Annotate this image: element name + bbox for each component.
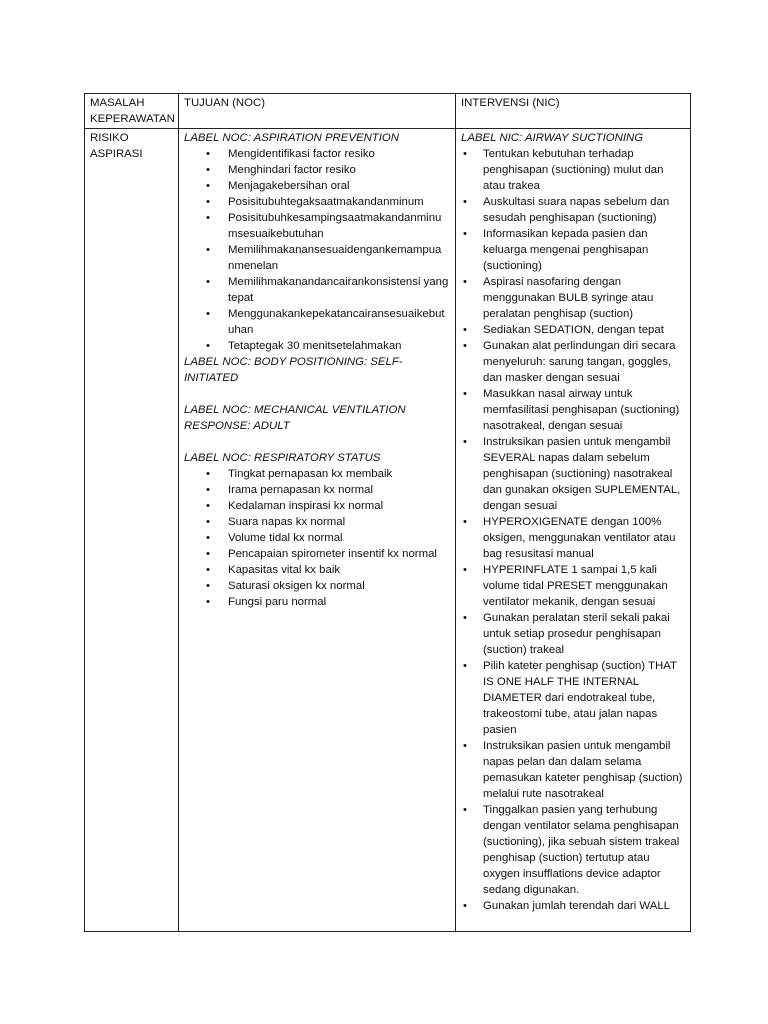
noc-mechanical-ventilation-label: LABEL NOC: MECHANICAL VENTILATION RESPONSE: ADULT xyxy=(184,404,406,432)
goal-item: • Fungsi paru normal xyxy=(184,594,451,610)
intervention-item: • Tinggalkan pasien yang terhubung dengan ventilator selama penghisapan (suctioning), jika sebuah sistem trakeal penghisap (suction) tertutup atau oxygen insufflations device adaptor sedang digunakan. xyxy=(461,802,686,898)
noc-respiratory-label: LABEL NOC: RESPIRATORY STATUS xyxy=(184,452,381,464)
intervention-item: • Masukkan nasal airway untuk memfasilitasi penghisapan (suctioning) nasotrakeal, dengan sesuai xyxy=(461,386,686,434)
goal-item: • Volume tidal kx normal xyxy=(184,530,451,546)
masalah-cell: RISIKO ASPIRASI xyxy=(85,129,179,932)
nic-airway-suctioning-label: LABEL NIC: AIRWAY SUCTIONING xyxy=(461,132,644,144)
nursing-care-plan-table xyxy=(84,93,691,932)
intervention-item: • Gunakan jumlah terendah dari WALL xyxy=(461,898,686,914)
intervention-item: • HYPEROXIGENATE dengan 100% oksigen, menggunakan ventilator atau bag resusitasi manual xyxy=(461,514,686,562)
nic-cell xyxy=(456,129,691,932)
intervention-item: • Sediakan SEDATION, dengan tepat xyxy=(461,322,686,338)
goal-item: • Tetaptegak 30 menitsetelahmakan xyxy=(184,338,451,354)
noc-aspiration-label: LABEL NOC: ASPIRATION PREVENTION xyxy=(184,132,399,144)
intervention-list xyxy=(461,146,686,914)
table-body-row xyxy=(85,129,691,932)
intervention-item: • Auskultasi suara napas sebelum dan sesudah penghisapan (suctioning) xyxy=(461,194,686,226)
respiratory-goal-list xyxy=(184,466,451,610)
table-header-row xyxy=(85,94,691,129)
goal-item: • Menggunakankepekatancairansesuaikebut uhan xyxy=(184,306,451,338)
spacer xyxy=(184,386,451,402)
goal-item: • Suara napas kx normal xyxy=(184,514,451,530)
intervention-item: • Gunakan alat perlindungan diri secara menyeluruh: sarung tangan, goggles, dan masker dengan sesuai xyxy=(461,338,686,386)
intervention-item: • Informasikan kepada pasien dan keluarga mengenai penghisapan (suctioning) xyxy=(461,226,686,274)
goal-item: • Kedalaman inspirasi kx normal xyxy=(184,498,451,514)
intervention-item: • Pilih kateter penghisap (suction) THAT IS ONE HALF THE INTERNAL DIAMETER dari endotrakeal tube, trakeostomi tube, atau jalan napas pasien xyxy=(461,658,686,738)
goal-item: • Mengidentifikasi factor resiko xyxy=(184,146,451,162)
goal-item: • Memilihmakanansesuaidengankemampua nmenelan xyxy=(184,242,451,274)
header-tujuan: TUJUAN (NOC) xyxy=(179,94,456,129)
intervention-item: • Instruksikan pasien untuk mengambil napas pelan dan dalam selama pemasukan kateter penghisap (suction) melalui rute nasotrakeal xyxy=(461,738,686,802)
goal-item: • Menjagakebersihan oral xyxy=(184,178,451,194)
intervention-item: • Aspirasi nasofaring dengan menggunakan BULB syringe atau peralatan penghisap (suction) xyxy=(461,274,686,322)
intervention-item: • Instruksikan pasien untuk mengambil SEVERAL napas dalam sebelum penghisapan (suctioning) nasotrakeal dan gunakan oksigen SUPLEMENTAL, dengan sesuai xyxy=(461,434,686,514)
intervention-item: • HYPERINFLATE 1 sampai 1,5 kali volume tidal PRESET menggunakan ventilator mekanik, dengan sesuai xyxy=(461,562,686,610)
aspiration-goal-list xyxy=(184,146,451,354)
goal-item: • Irama pernapasan kx normal xyxy=(184,482,451,498)
header-masalah: MASALAH KEPERAWATAN xyxy=(85,94,179,129)
noc-body-positioning-label: LABEL NOC: BODY POSITIONING: SELF-INITIATED xyxy=(184,356,403,384)
goal-item: • Posisitubuhkesampingsaatmakandanminu msesuaikebutuhan xyxy=(184,210,451,242)
goal-item: • Pencapaian spirometer insentif kx normal xyxy=(184,546,451,562)
header-intervensi: INTERVENSI (NIC) xyxy=(456,94,691,129)
goal-item: • Menghindari factor resiko xyxy=(184,162,451,178)
goal-item: • Saturasi oksigen kx normal xyxy=(184,578,451,594)
spacer xyxy=(184,434,451,450)
goal-item: • Memilihmakanandancairankonsistensi yang tepat xyxy=(184,274,451,306)
intervention-item: • Gunakan peralatan steril sekali pakai untuk setiap prosedur penghisapan (suction) trakeal xyxy=(461,610,686,658)
intervention-item: • Tentukan kebutuhan terhadap penghisapan (suctioning) mulut dan atau trakea xyxy=(461,146,686,194)
goal-item: • Posisitubuhtegaksaatmakandanminum xyxy=(184,194,451,210)
noc-cell xyxy=(179,129,456,932)
goal-item: • Kapasitas vital kx baik xyxy=(184,562,451,578)
goal-item: • Tingkat pernapasan kx membaik xyxy=(184,466,451,482)
